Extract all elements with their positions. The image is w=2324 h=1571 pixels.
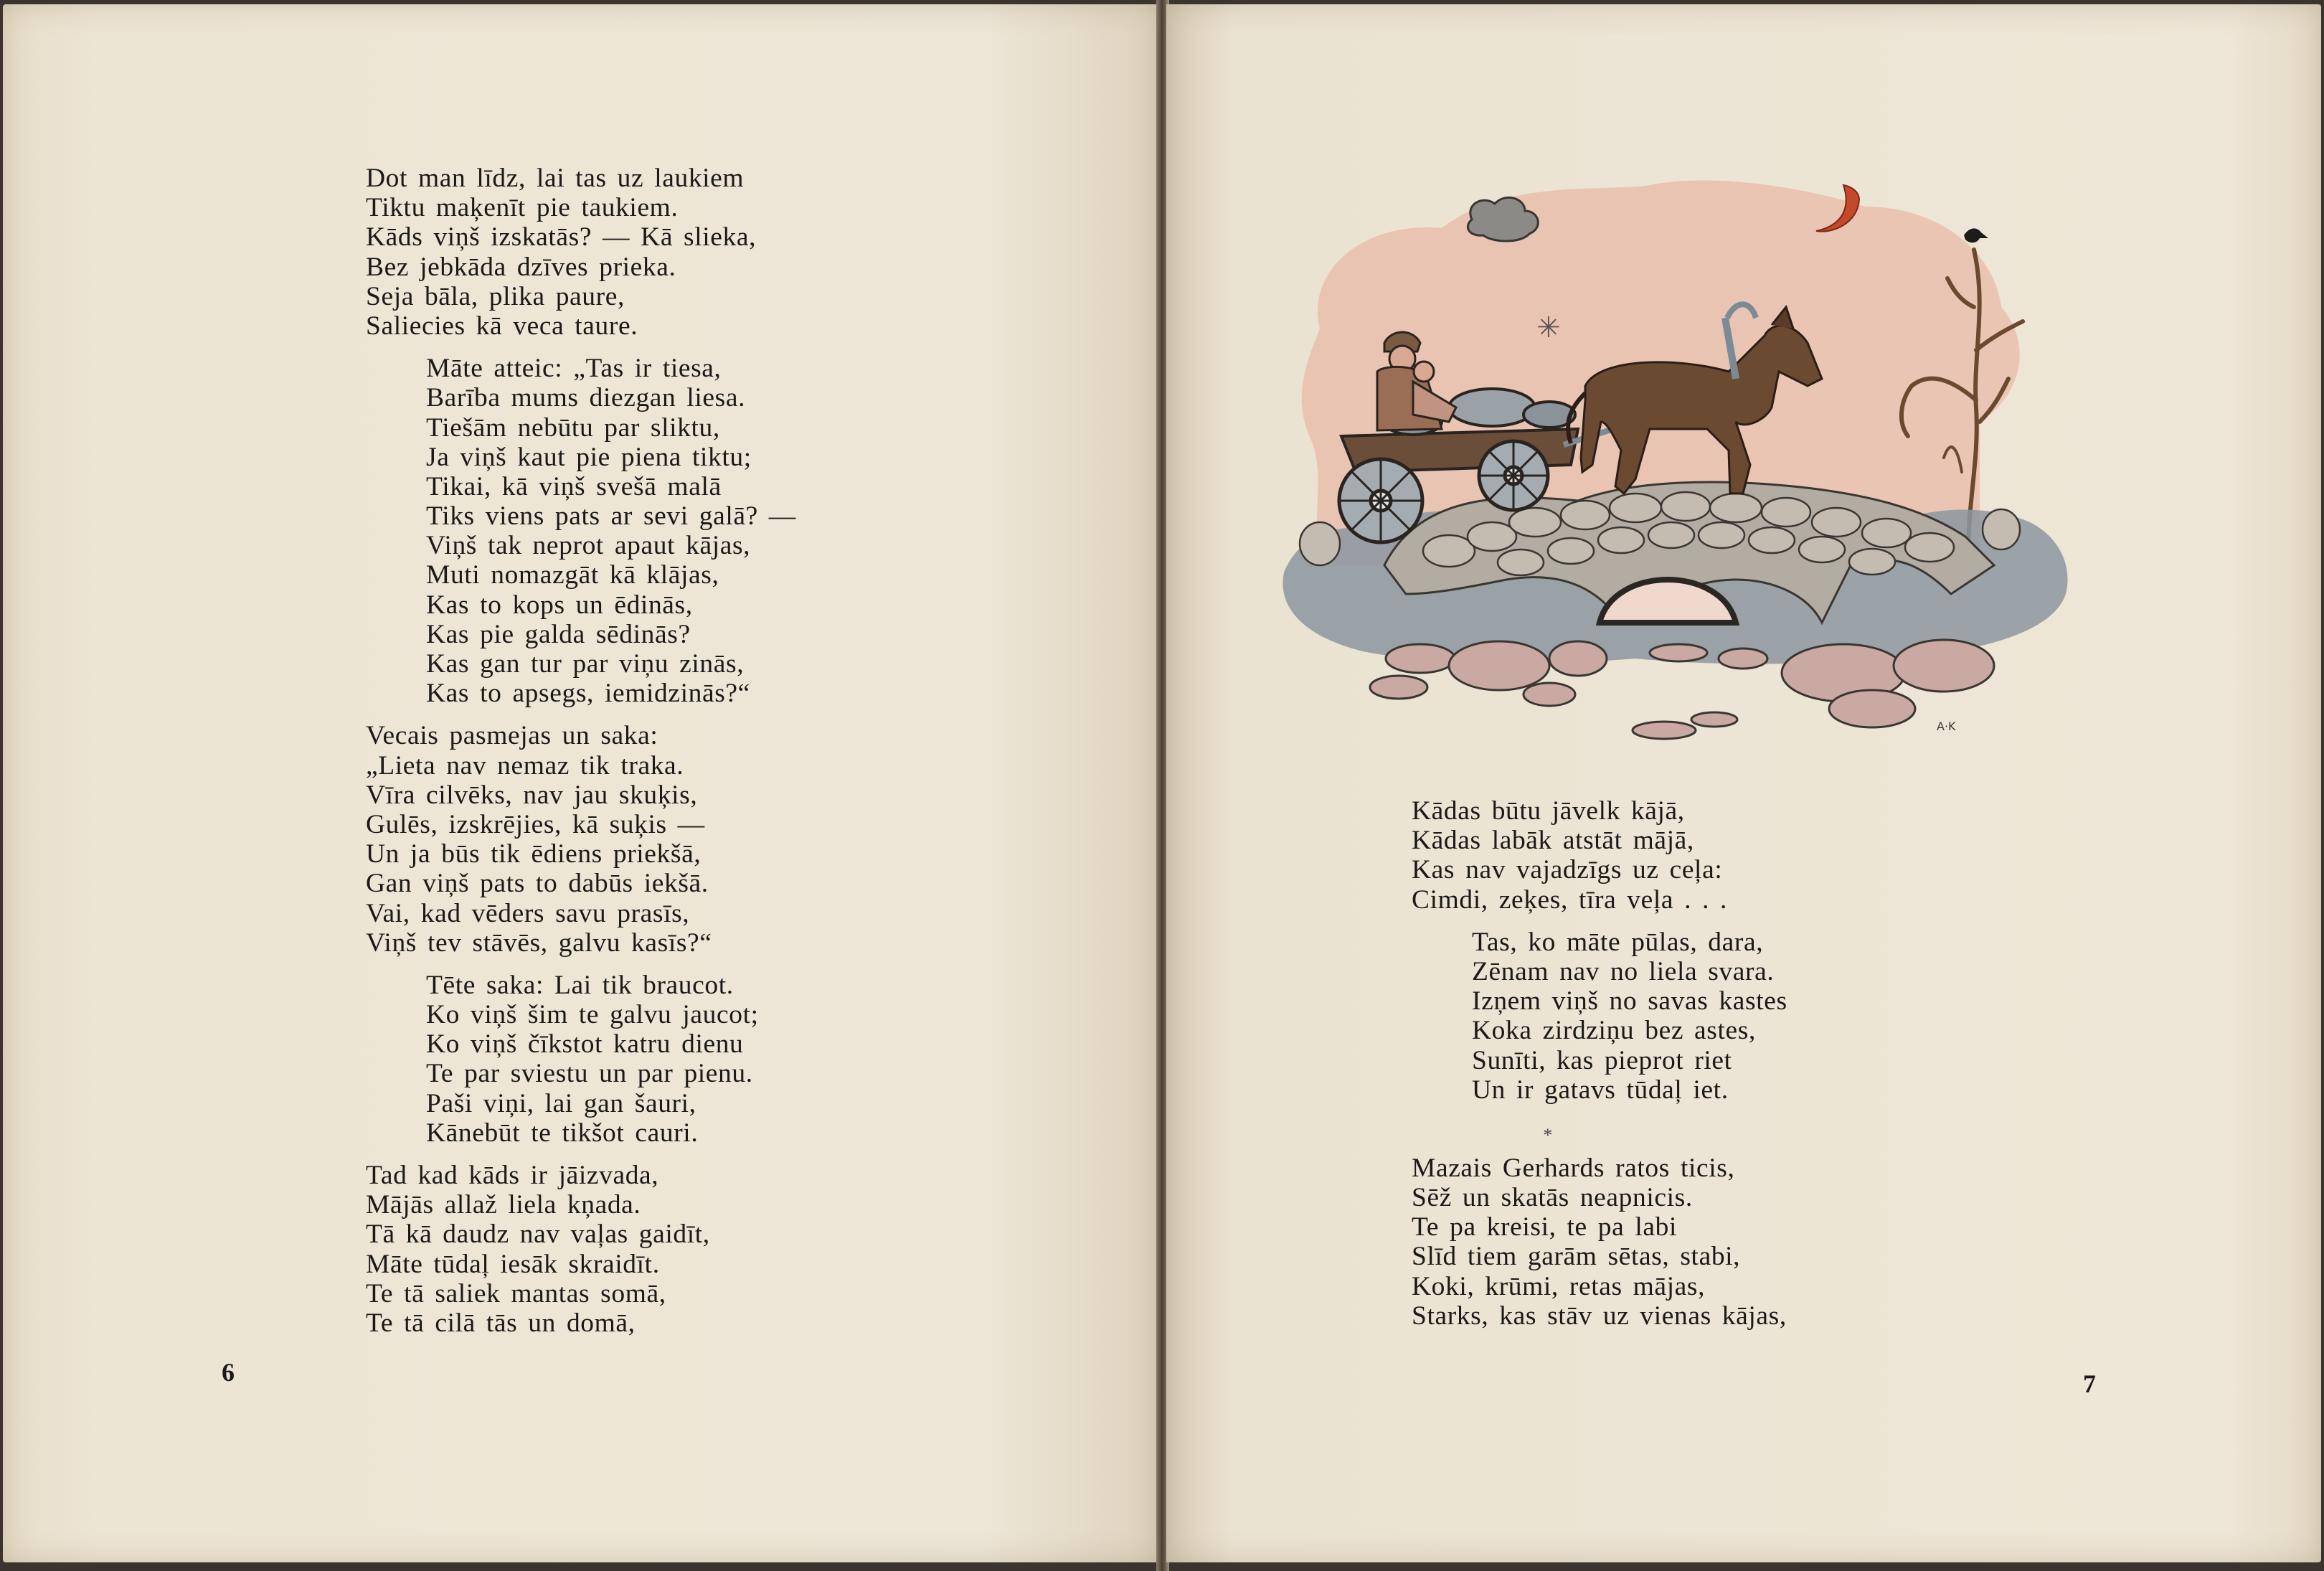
poem-line: Paši viņi, lai gan šauri, <box>426 1088 696 1118</box>
poem-line: Sunīti, kas pieprot riet <box>1472 1045 1732 1075</box>
illustration-signature: A·K <box>1937 720 1956 733</box>
left-page-number: 6 <box>222 1358 235 1387</box>
poem-line: Sēž un skatās neapnicis. <box>1412 1183 1693 1213</box>
poem-line: Saliecies kā veca taure. <box>366 311 638 341</box>
poem-line: Tā kā daudz nav vaļas gaidīt, <box>366 1219 710 1250</box>
poem-line: Tikai, kā viņš svešā malā <box>426 471 722 501</box>
poem-line: Slīd tiem garām sētas, stabi, <box>1412 1242 1741 1272</box>
stanza <box>1412 928 1985 1105</box>
poem-line: Kādas labāk atstāt mājā, <box>1412 826 1694 856</box>
poem-line: Zēnam nav no liela svara. <box>1472 956 1775 986</box>
poem-line: Vai, kad vēders savu prasīs, <box>366 898 690 928</box>
poem-line: Kas gan tur par viņu zinās, <box>426 649 745 679</box>
cart-on-stone-bridge-illustration <box>1277 164 2080 759</box>
stanza <box>366 1161 1011 1338</box>
poem-line: Ko viņš šim te galvu jaucot; <box>426 1000 759 1030</box>
poem-line: Tēte saka: Lai tik braucot. <box>426 970 734 1000</box>
poem-line: Kānebūt te tikšot cauri. <box>426 1118 699 1148</box>
poem-line: Starks, kas stāv uz vienas kājas, <box>1412 1301 1787 1331</box>
poem-line: Dot man līdz, lai tas uz laukiem <box>366 164 745 193</box>
foreground-rocks <box>1370 640 1994 739</box>
poem-line: Un ja būs tik ēdiens priekšā, <box>366 839 702 869</box>
poem-line: Te tā cilā tās un domā, <box>366 1308 636 1338</box>
stanza <box>366 164 1011 341</box>
poem-line: Barība mums diezgan liesa. <box>426 383 746 413</box>
poem-line: Izņem viņš no savas kastes <box>1472 986 1787 1016</box>
poem-line: Mazais Gerhards ratos ticis, <box>1412 1153 1735 1183</box>
right-page-number: 7 <box>2083 1369 2096 1398</box>
poem-line: Māte tūdaļ iesāk skraidīt. <box>366 1249 660 1279</box>
poem-line: Tiktu maķenīt pie taukiem. <box>366 193 679 223</box>
poem-line: Koki, krūmi, retas mājas, <box>1412 1271 1706 1301</box>
poem-line: Tiešām nebūtu par sliktu, <box>426 412 720 443</box>
stanza-separator: * <box>1543 1124 1553 1146</box>
poem-line: Seja bāla, plika paure, <box>366 281 625 311</box>
poem-line: Un ir gatavs tūdaļ iet. <box>1472 1075 1729 1105</box>
left-page <box>3 4 1159 1562</box>
poem-line: Kas pie galda sēdinās? <box>426 619 691 649</box>
poem-line: Tiks viens pats ar sevi galā? — <box>426 501 796 532</box>
stanza <box>366 354 1011 708</box>
poem-line: Ja viņš kaut pie piena tiktu; <box>426 442 752 472</box>
poem-line: Kas to apsegs, iemidzinās?“ <box>426 679 750 709</box>
poem-line: Ko viņš čīkstot katru dienu <box>426 1029 744 1060</box>
poem-line: Vecais pasmejas un saka: <box>366 721 658 751</box>
poem-line: Bez jebkāda dzīves prieka. <box>366 252 676 282</box>
stanza <box>1412 1154 1985 1331</box>
poem-line: Māte atteic: „Tas ir tiesa, <box>426 354 722 384</box>
cart-wheel <box>1339 459 1422 542</box>
stanza <box>366 721 1011 958</box>
poem-line: Viņš tak neprot apaut kājas, <box>426 531 751 561</box>
poem-line: Kāds viņš izskatās? — Kā slieka, <box>366 222 757 253</box>
poem-line: Te tā saliek mantas somā, <box>366 1278 666 1308</box>
stanza <box>366 971 1011 1148</box>
poem-line: Te pa kreisi, te pa labi <box>1412 1212 1677 1242</box>
star-icon: ✳ <box>1536 311 1561 344</box>
poem-line: Tad kad kāds ir jāizvada, <box>366 1161 659 1190</box>
right-poem-column <box>1412 796 1985 1344</box>
bird-icon <box>1964 228 1988 242</box>
poem-line: Viņš tev stāvēs, galvu kasīs?“ <box>366 928 712 958</box>
stanza <box>1412 796 1985 915</box>
poem-line: Tas, ko māte pūlas, dara, <box>1472 927 1764 957</box>
left-poem-column <box>366 164 1011 1351</box>
poem-line: Koka zirdziņu bez astes, <box>1472 1016 1756 1046</box>
poem-line: Mājās allaž liela kņada. <box>366 1190 641 1220</box>
poem-line: Kas nav vajadzīgs uz ceļa: <box>1412 855 1723 885</box>
poem-line: Kas to kops un ēdinās, <box>426 590 693 620</box>
poem-line: Gan viņš pats to dabūs iekšā. <box>366 869 709 899</box>
poem-line: Kādas būtu jāvelk kājā, <box>1412 796 1685 826</box>
poem-line: Cimdi, zeķes, tīra veļa . . . <box>1412 884 1727 915</box>
poem-line: Vīra cilvēks, nav jau skuķis, <box>366 780 698 810</box>
poem-line: Te par sviestu un par pienu. <box>426 1059 753 1089</box>
cart-wheel <box>1479 441 1548 510</box>
poem-line: Gulēs, izskrējies, kā suķis — <box>366 809 705 839</box>
poem-line: „Lieta nav nemaz tik traka. <box>366 750 684 780</box>
poem-line: Muti nomazgāt kā klājas, <box>426 560 719 590</box>
